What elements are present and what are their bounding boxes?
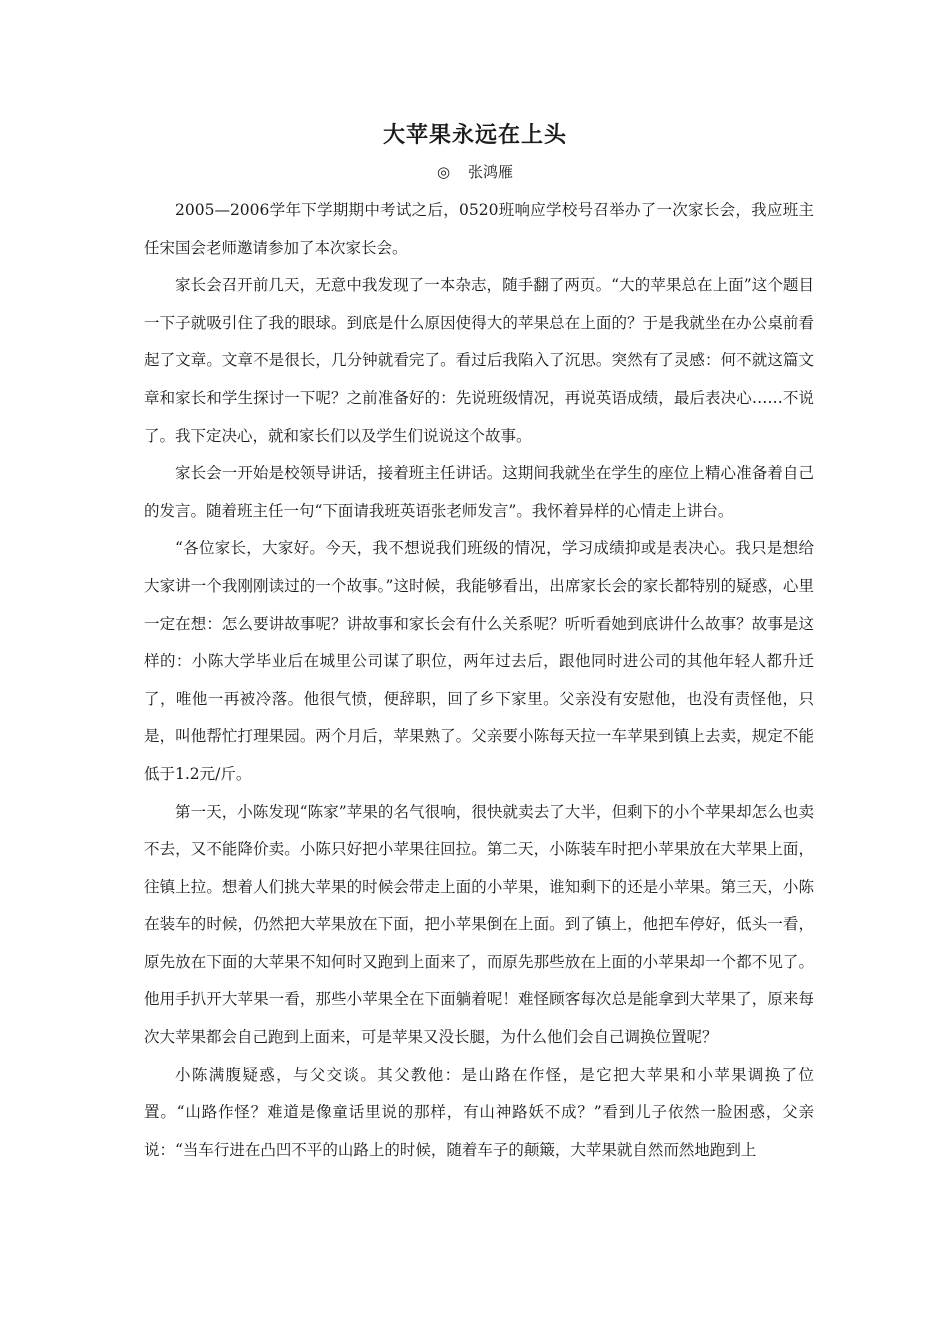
author-name: 张鸿雁: [468, 163, 514, 181]
paragraph: 小陈满腹疑惑，与父交谈。其父教他：是山路在作怪，是它把大苹果和小苹果调换了位置。“山路作怪？难道是像童话里说的那样，有山神路妖不成？”看到儿子依然一脸困惑，父亲说：“当车行进在凸凹不平的山路上的时候，随着车子的颠簸，大苹果就自然而然地跑到上: [144, 1065, 814, 1159]
article-body: [144, 192, 814, 1169]
paragraph: “各位家长，大家好。今天，我不想说我们班级的情况，学习成绩抑或是表决心。我只是想给大家讲一个我刚刚读过的一个故事。”这时候，我能够看出，出席家长会的家长都特别的疑惑，心里一定在想：怎么要讲故事呢？讲故事和家长会有什么关系呢？听听看她到底讲什么故事？故事是这样的：小陈大学毕业后在城里公司谋了职位，两年过去后，跟他同时进公司的其他年轻人都升迁了，唯他一再被冷落。他很气愤，便辞职，回了乡下家里。父亲没有安慰他，也没有责怪他，只是，叫他帮忙打理果园。两个月后，苹果熟了。父亲要小陈每天拉一车苹果到镇上去卖，规定不能低于1.2元/斤。: [144, 539, 814, 783]
byline-mark-icon: ◎: [436, 163, 451, 181]
article-title: 大苹果永远在上头: [382, 123, 567, 148]
paragraph: 家长会一开始是校领导讲话，接着班主任讲话。这期间我就坐在学生的座位上精心准备着自己的发言。随着班主任一句“下面请我班英语张老师发言”。我怀着异样的心情走上讲台。: [144, 464, 814, 520]
paragraph: 家长会召开前几天，无意中我发现了一本杂志，随手翻了两页。“大的苹果总在上面”这个题目一下子就吸引住了我的眼球。到底是什么原因使得大的苹果总在上面的？于是我就坐在办公桌前看起了文章。文章不是很长，几分钟就看完了。看过后我陷入了沉思。突然有了灵感：何不就这篇文章和家长和学生探讨一下呢？之前准备好的：先说班级情况，再说英语成绩，最后表决心……不说了。我下定决心，就和家长们以及学生们说说这个故事。: [144, 276, 814, 445]
paragraph: 2005—2006学年下学期期中考试之后，0520班响应学校号召举办了一次家长会，我应班主任宋国会老师邀请参加了本次家长会。: [144, 201, 814, 257]
paragraph: 第一天，小陈发现“陈家”苹果的名气很响，很快就卖去了大半，但剩下的小个苹果却怎么也卖不去，又不能降价卖。小陈只好把小苹果往回拉。第二天，小陈装车时把小苹果放在大苹果上面，往镇上拉。想着人们挑大苹果的时候会带走上面的小苹果，谁知剩下的还是小苹果。第三天，小陈在装车的时候，仍然把大苹果放在下面，把小苹果倒在上面。到了镇上，他把车停好，低头一看，原先放在下面的大苹果不知何时又跑到上面来了，而原先那些放在上面的小苹果却一个都不见了。他用手扒开大苹果一看，那些小苹果全在下面躺着呢！难怪顾客每次总是能拿到大苹果了，原来每次大苹果都会自己跑到上面来，可是苹果又没长腿，为什么他们会自己调换位置呢？: [144, 802, 814, 1047]
byline: [0, 158, 950, 186]
